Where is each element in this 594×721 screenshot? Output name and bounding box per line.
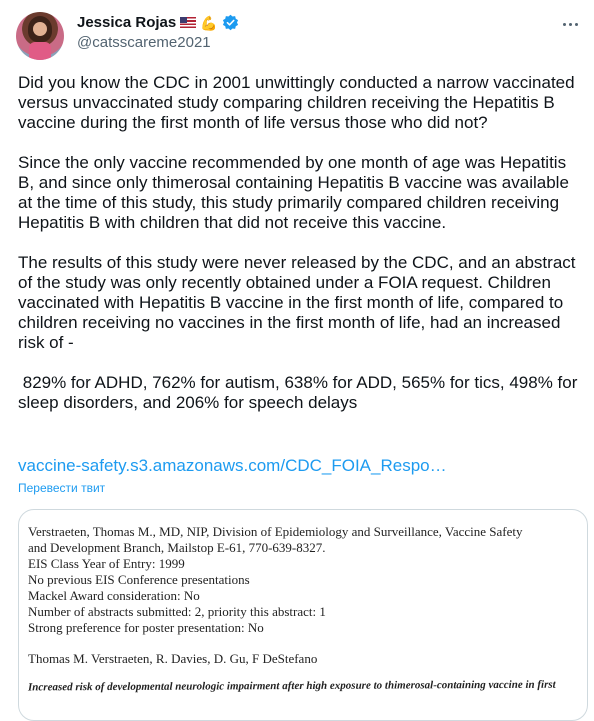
tweet-header: [16, 12, 582, 62]
flexed-biceps-emoji: 💪: [200, 14, 218, 31]
avatar-clothing: [29, 42, 51, 60]
document-authors: Thomas M. Verstraeten, R. Davies, D. Gu, F DeStefano: [28, 651, 318, 666]
document-spacer: [28, 636, 578, 651]
document-line: Strong preference for poster presentation: No: [28, 620, 264, 635]
tweet-paragraph: 829% for ADHD, 762% for autism, 638% for ADD, 565% for tics, 498% for sleep disorders, and 206% for speech delays: [18, 373, 583, 412]
tweet-paragraph: Did you know the CDC in 2001 unwittingly conducted a narrow vaccinated versus unvaccinated study comparing children receiving the Hepatitis B vaccine during the first month of life versus those who did not?: [18, 73, 580, 132]
document-line: EIS Class Year of Entry: 1999: [28, 556, 185, 571]
document-line: Number of abstracts submitted: 2, priority this abstract: 1: [28, 604, 326, 619]
tweet-paragraph: The results of this study were never released by the CDC, and an abstract of the study was only recently obtained under a FOIA request. Children vaccinated with Hepatitis B vaccine in the first month of life, compared to children receiving no vaccines in the first month of life, had an increased risk of -: [18, 253, 581, 352]
document-line: and Development Branch, Mailstop E-61, 770-639-8327.: [28, 540, 326, 555]
document-scan: [28, 524, 578, 694]
translate-tweet-button[interactable]: Перевести твит: [18, 481, 106, 495]
avatar-face: [33, 22, 47, 36]
more-options-icon[interactable]: [560, 14, 580, 34]
tweet-paragraph: Since the only vaccine recommended by one month of age was Hepatitis B, and since only thimerosal containing Hepatitis B vaccine was available at the time of this study, this study primarily compared children receiving Hepatitis B with children that did not receive this vaccine.: [18, 153, 574, 232]
document-line: No previous EIS Conference presentations: [28, 572, 250, 587]
document-title: Increased risk of developmental neurologic impairment after high exposure to thimerosal-containing vaccine in first: [27, 678, 556, 694]
tweet-link[interactable]: vaccine-safety.s3.amazonaws.com/CDC_FOIA_Respo…: [18, 456, 447, 475]
author-name[interactable]: Jessica Rojas: [77, 14, 177, 31]
document-line: Mackel Award consideration: No: [28, 588, 200, 603]
document-line: Verstraeten, Thomas M., MD, NIP, Division of Epidemiology and Surveillance, Vaccine Safety: [28, 524, 523, 539]
author-name-row[interactable]: [77, 14, 239, 31]
attached-image-card[interactable]: [18, 509, 588, 721]
author-handle[interactable]: @catsscareme2021: [77, 34, 211, 51]
avatar[interactable]: [16, 12, 64, 60]
us-flag-icon: [180, 17, 196, 28]
tweet-text: [18, 73, 582, 433]
verified-badge-icon[interactable]: [222, 14, 239, 31]
